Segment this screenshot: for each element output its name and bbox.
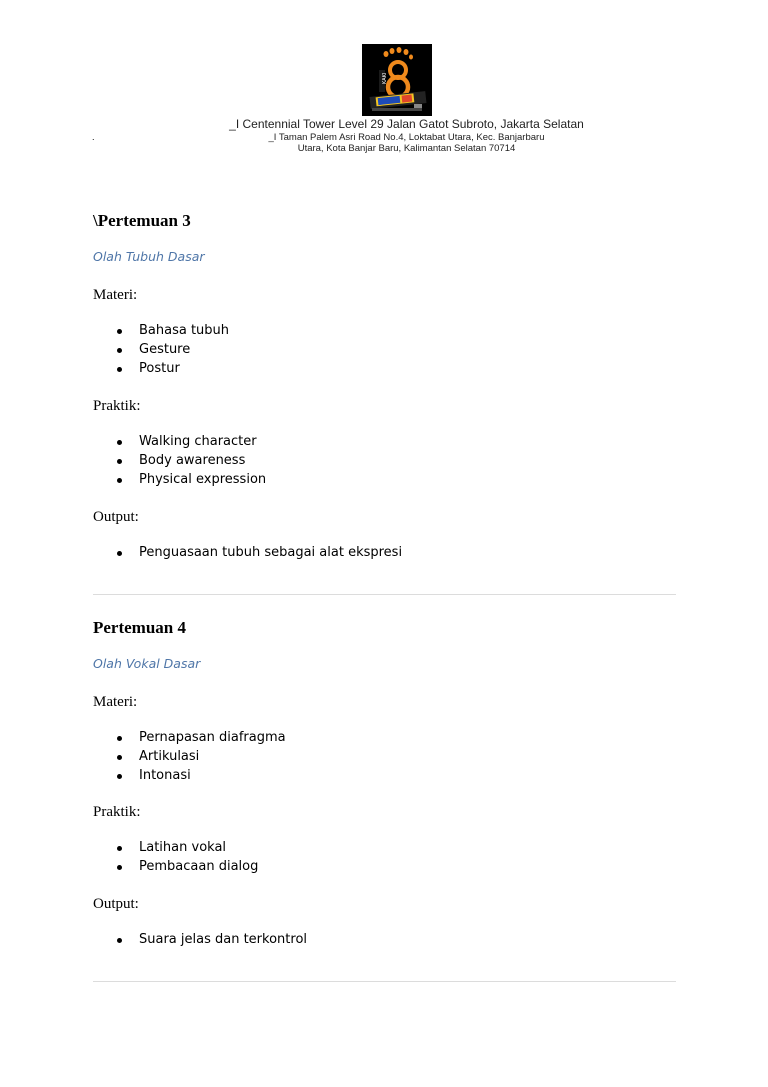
meeting-section-3 (93, 211, 676, 560)
address-line-2: _I Taman Palem Asri Road No.4, Loktabat Utara, Kec. Banjarbaru (268, 132, 545, 143)
list-item: Gesture (93, 340, 229, 359)
section-title: \Pertemuan 3 (93, 211, 191, 230)
praktik-list (93, 838, 258, 876)
list-item: Physical expression (93, 470, 266, 489)
address-line-3: Utara, Kota Banjar Baru, Kalimantan Selatan 70714 (297, 143, 516, 154)
stray-dot: . (92, 132, 95, 142)
list-item: Walking character (93, 432, 266, 451)
list-item: Bahasa tubuh (93, 321, 229, 340)
materi-label: Materi: (93, 694, 138, 710)
materi-list (93, 321, 229, 378)
section-title: Pertemuan 4 (93, 618, 187, 637)
list-item: Artikulasi (93, 747, 286, 766)
praktik-label: Praktik: (93, 804, 141, 820)
praktik-list (93, 432, 266, 489)
section-subtitle: Olah Vokal Dasar (93, 656, 201, 671)
materi-list (93, 728, 286, 785)
list-item: Latihan vokal (93, 838, 258, 857)
materi-label: Materi: (93, 287, 138, 303)
output-list (93, 930, 307, 949)
praktik-label: Praktik: (93, 398, 141, 414)
list-item: Pernapasan diafragma (93, 728, 286, 747)
meeting-section-4 (93, 618, 676, 947)
list-item: Suara jelas dan terkontrol (93, 930, 307, 949)
svg-text:KAKI: KAKI (382, 72, 388, 84)
section-divider (93, 981, 676, 982)
list-item: Postur (93, 359, 229, 378)
list-item: Body awareness (93, 451, 266, 470)
output-label: Output: (93, 896, 139, 912)
brand-logo-icon (362, 44, 432, 116)
output-list (93, 543, 402, 562)
list-item: Intonasi (93, 766, 286, 785)
output-label: Output: (93, 509, 139, 525)
section-subtitle: Olah Tubuh Dasar (93, 249, 205, 264)
address-line-1: _I Centennial Tower Level 29 Jalan Gatot Subroto, Jakarta Selatan (229, 117, 584, 131)
letterhead (0, 44, 768, 164)
list-item: Pembacaan dialog (93, 857, 258, 876)
list-item: Penguasaan tubuh sebagai alat ekspresi (93, 543, 402, 562)
section-divider (93, 594, 676, 595)
